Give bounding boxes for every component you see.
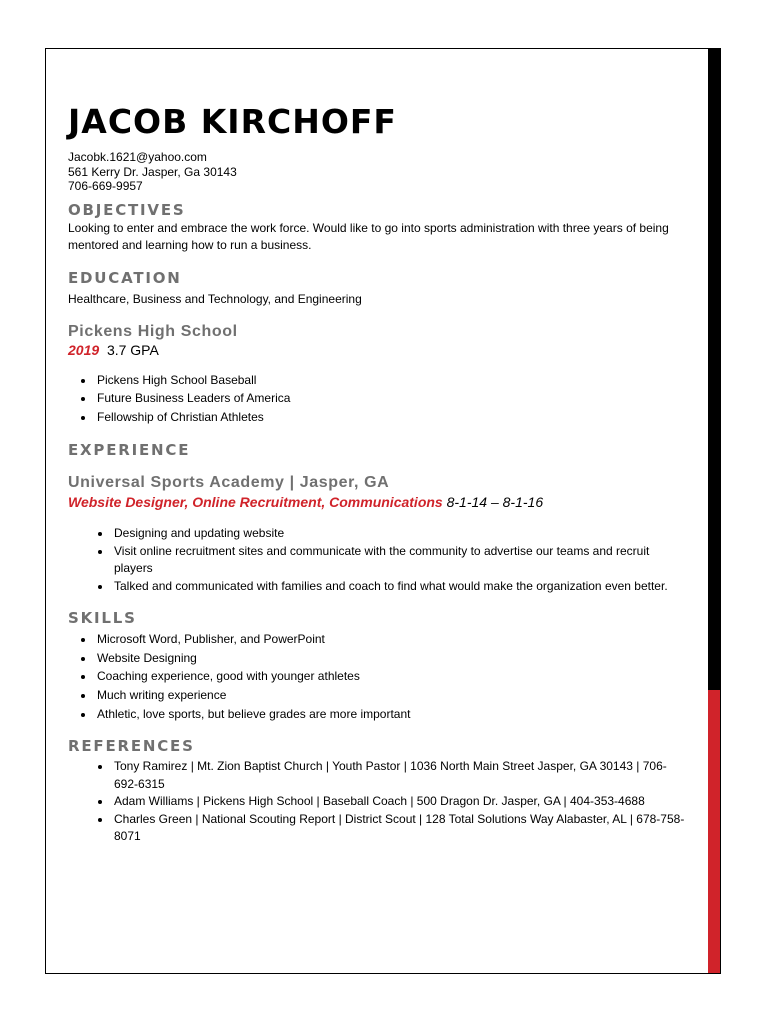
education-text: Healthcare, Business and Technology, and Engineering	[68, 291, 362, 306]
experience-role: Website Designer, Online Recruitment, Communications	[68, 494, 443, 511]
resume-name: JACOB KIRCHOFF	[68, 102, 397, 141]
list-item: • Designing and updating website	[112, 525, 688, 543]
objectives-text: Looking to enter and embrace the work force. Would like to go into sports administration with three years of being mentored and learning how to run a business.	[68, 220, 669, 252]
contact-address: 561 Kerry Dr. Jasper, Ga 30143	[68, 164, 237, 179]
experience-title: EXPERIENCE	[68, 441, 191, 460]
contact-phone: 706-669-9957	[68, 179, 143, 193]
education-title: EDUCATION	[68, 268, 182, 287]
list-item: • Website Designing	[95, 649, 688, 668]
resume-page	[45, 48, 721, 974]
resume-content	[68, 104, 688, 846]
list-item: • Tony Ramirez | Mt. Zion Baptist Church | Youth Pastor | 1036 North Main Street Jasper, GA 30143 | 706-692-6315	[112, 758, 688, 793]
list-item: • Microsoft Word, Publisher, and PowerPoint	[95, 630, 688, 649]
list-item: • Fellowship of Christian Athletes	[95, 408, 688, 427]
contact-block	[68, 150, 688, 194]
experience-org: Universal Sports Academy | Jasper, GA	[68, 474, 390, 492]
list-item: • Much writing experience	[95, 686, 688, 705]
experience-meta	[68, 495, 688, 509]
list-item: • Talked and communicated with families and coach to find what would make the organization even better.	[112, 578, 688, 596]
list-item: • Athletic, love sports, but believe grades are more important	[95, 705, 688, 724]
side-bar-black	[708, 49, 720, 690]
school-year: 2019	[68, 341, 100, 358]
list-item: • Future Business Leaders of America	[95, 389, 688, 408]
list-item: • Pickens High School Baseball	[95, 371, 688, 390]
education-list	[68, 371, 688, 427]
experience-list	[68, 525, 688, 595]
side-bar-red	[708, 690, 720, 973]
list-item: • Visit online recruitment sites and communicate with the community to advertise our teams and recruit players	[112, 543, 688, 578]
skills-title: SKILLS	[68, 609, 137, 628]
school-name: Pickens High School	[68, 322, 238, 340]
list-item: • Charles Green | National Scouting Report | District Scout | 128 Total Solutions Way Alabaster, AL | 678-758-8071	[112, 811, 688, 846]
references-list	[68, 758, 688, 846]
objectives-title: OBJECTIVES	[68, 200, 186, 219]
school-gpa: 3.7 GPA	[106, 341, 159, 358]
skills-list	[68, 630, 688, 723]
experience-dates: 8-1-14 – 8-1-16	[446, 494, 544, 511]
list-item: • Coaching experience, good with younger athletes	[95, 667, 688, 686]
school-meta	[68, 343, 688, 357]
contact-email: Jacobk.1621@yahoo.com	[68, 150, 207, 164]
references-title: REFERENCES	[68, 737, 195, 756]
list-item: • Adam Williams | Pickens High School | Baseball Coach | 500 Dragon Dr. Jasper, GA | 404-353-4688	[112, 793, 688, 811]
